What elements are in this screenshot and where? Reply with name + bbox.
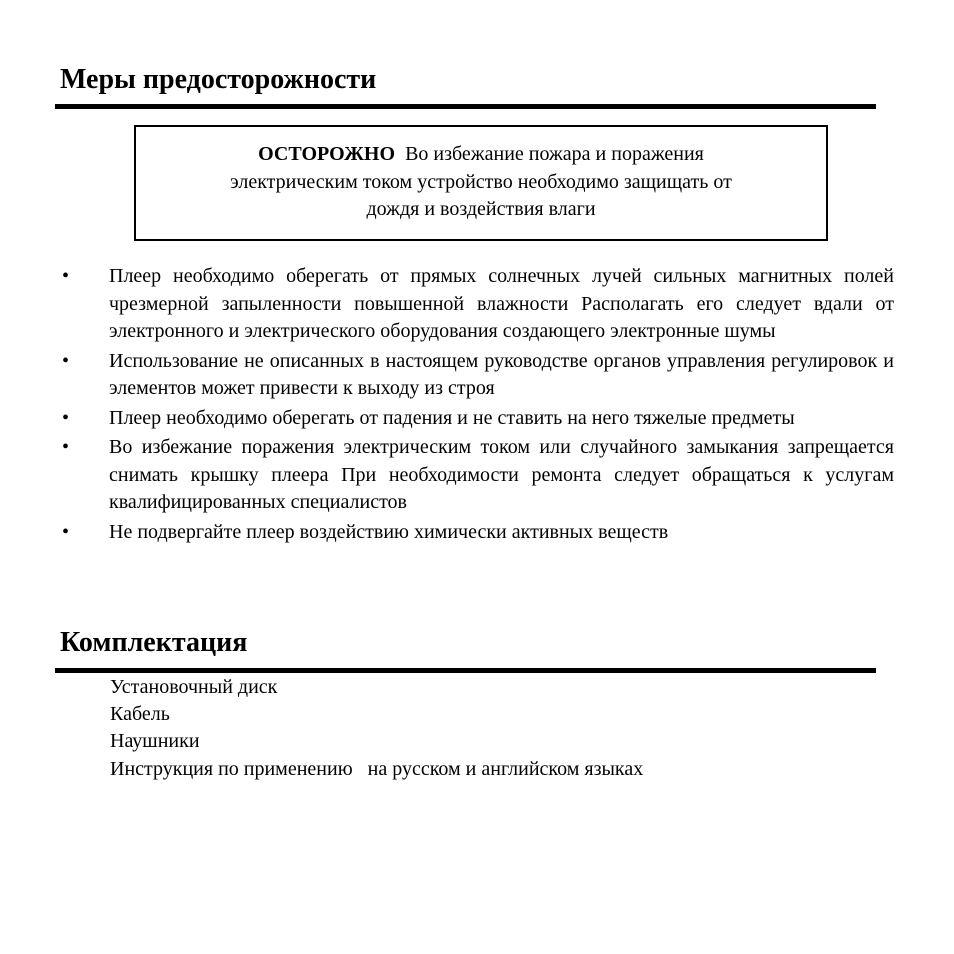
package-item: Кабель bbox=[110, 703, 170, 726]
package-item: Инструкция по применению на русском и английском языках bbox=[110, 757, 644, 780]
warning-box bbox=[134, 125, 828, 241]
list-item-text: Во избежание поражения электрическим током или случайного замыкания запрещается снимать крышку плеера При необходимости ремонта следует обращаться к услугам квалифицированных специалистов bbox=[109, 436, 894, 513]
list-item bbox=[58, 434, 894, 517]
list-item bbox=[58, 348, 894, 403]
bullet-icon: • bbox=[62, 265, 70, 287]
list-item-text: Не подвергайте плеер воздействию химически активных веществ bbox=[109, 520, 669, 543]
list-item bbox=[58, 263, 894, 346]
warning-line-1: Во избежание пожара и поражения bbox=[405, 143, 704, 165]
package-divider bbox=[55, 668, 876, 673]
package-item: Установочный диск bbox=[110, 676, 278, 698]
bullet-icon: • bbox=[62, 349, 70, 372]
list-item bbox=[58, 519, 894, 547]
bullet-icon: • bbox=[62, 406, 70, 429]
warning-text bbox=[136, 141, 826, 224]
precautions-divider bbox=[55, 104, 876, 109]
package-item: Наушники bbox=[110, 730, 200, 753]
warning-line-3: дождя и воздействия влаги bbox=[366, 198, 596, 220]
list-item-text: Плеер необходимо оберегать от прямых солнечных лучей сильных магнитных полей чрезмерной запыленности повышенной влажности Располагать его следует вдали от электронного и электрического оборудования создающего электронные шумы bbox=[109, 265, 894, 342]
bullet-icon: • bbox=[62, 436, 70, 458]
warning-label: ОСТОРОЖНО bbox=[258, 143, 396, 165]
list-item bbox=[58, 405, 894, 433]
package-heading: Комплектация bbox=[60, 627, 248, 658]
list-item-text: Использование не описанных в настоящем руководстве органов управления регулировок и элементов может привести к выходу из строя bbox=[109, 349, 894, 399]
list-item-text: Плеер необходимо оберегать от падения и не ставить на него тяжелые предметы bbox=[109, 406, 795, 429]
precautions-heading: Меры предосторожности bbox=[60, 64, 377, 95]
precautions-list bbox=[58, 263, 894, 546]
warning-line-2: электрическим током устройство необходимо защищать от bbox=[230, 170, 732, 193]
package-list bbox=[110, 674, 643, 783]
bullet-icon: • bbox=[62, 520, 70, 543]
